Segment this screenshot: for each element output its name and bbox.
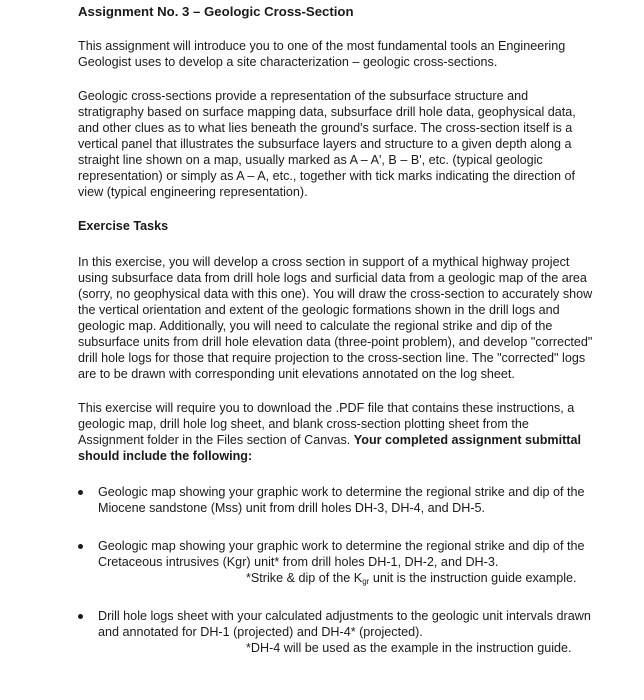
download-text: This exercise will require you to download the .PDF file that contains these instructions, a geologic map, drill hole log sheet, and blank cross-section plotting sheet from the Assignment folder in the Files section of Canvas. xyxy=(78,401,575,447)
description-paragraph: Geologic cross-sections provide a representation of the subsurface structure and stratigraphy based on surface mapping data, subsurface drill hole data, geophysical data, and other clues as to what lies beneath the ground's surface. The cross-section itself is a vertical panel that illustrates the subsurface layers and structure to a given depth along a straight line shown on a map, usually marked as A – A', B – B', etc. (typical geologic representation) or simply as A – A, etc., together with tick marks indicating the direction of view (typical engineering representation). xyxy=(78,89,576,199)
intro-paragraph: This assignment will introduce you to one of the most fundamental tools an Engineering Geologist uses to develop a site characterization – geologic cross-sections. xyxy=(78,39,566,69)
document-title: Assignment No. 3 – Geologic Cross-Section xyxy=(78,4,354,19)
task-text: Geologic map showing your graphic work to determine the regional strike and dip of the Miocene sandstone (Mss) unit from drill holes DH-3, DH-4, and DH-5. xyxy=(98,485,585,515)
submittal-requirement: Your completed assignment submittal should include the following: xyxy=(78,433,581,463)
exercise-tasks-heading: Exercise Tasks xyxy=(78,219,169,233)
task-text: Geologic map showing your graphic work to determine the regional strike and dip of the Cretaceous intrusives (Kgr) unit* from drill holes DH-1, DH-2, and DH-3. xyxy=(98,539,585,569)
bullet-icon xyxy=(78,614,83,619)
list-item xyxy=(78,608,594,656)
task-list xyxy=(78,484,594,656)
task-text: Drill hole logs sheet with your calculated adjustments to the geologic unit intervals drawn and annotated for DH-1 (projected) and DH-4* (projected). xyxy=(98,609,591,639)
download-paragraph xyxy=(78,400,594,464)
list-item xyxy=(78,538,594,586)
exercise-paragraph: In this exercise, you will develop a cross section in support of a mythical highway project using subsurface data from drill hole logs and surficial data from a geologic map of the area (sorry, no geophysical data with this one). You will draw the cross-section to accurately show the vertical orientation and extent of the geologic formations shown in the drill logs and geologic map. Additionally, you will need to calculate the regional strike and dip of the subsurface units from drill hole elevation data (three-point problem), and develop "corrected" drill hole logs for those that require projection to the cross-section line. The "corrected" logs are to be drawn with corresponding unit elevations annotated on the log sheet. xyxy=(78,255,593,381)
task-footnote: *DH-4 will be used as the example in the instruction guide. xyxy=(246,641,572,655)
bullet-icon xyxy=(78,544,83,549)
task-footnote: *Strike & dip of the $K_{gr}$ unit is the instruction guide example. xyxy=(246,571,577,586)
bullet-icon xyxy=(78,490,83,495)
list-item xyxy=(78,484,594,516)
